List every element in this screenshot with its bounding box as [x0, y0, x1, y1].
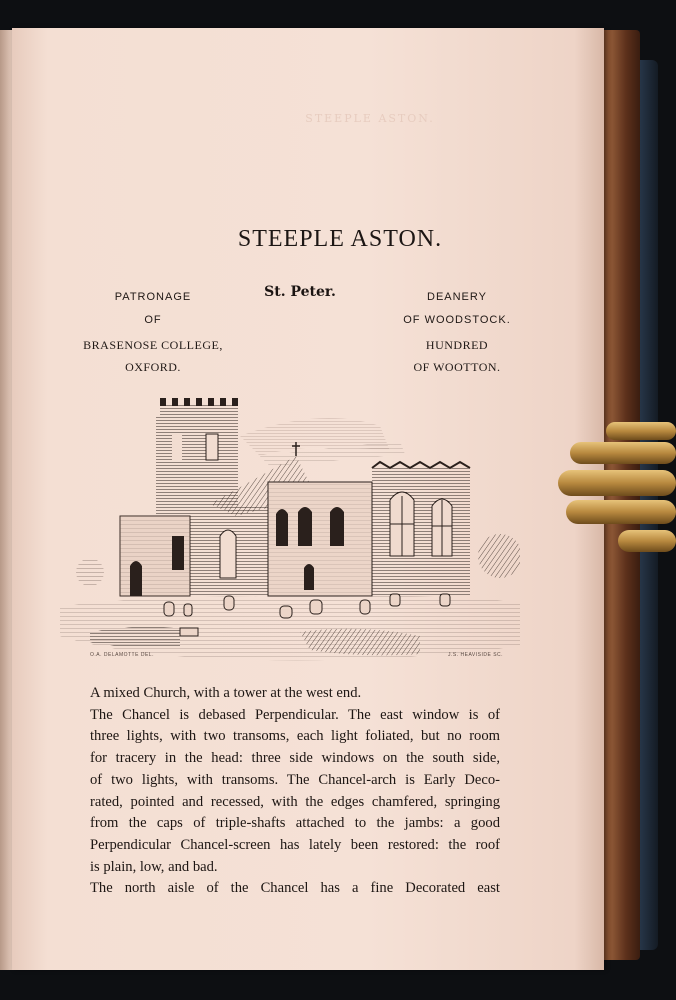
text-line: A mixed Church, with a tower at the west end. — [90, 685, 362, 701]
hundred-label: HUNDRED — [425, 338, 489, 352]
brass-hand-bookmark-icon — [556, 418, 676, 558]
patronage-of: OF — [144, 314, 162, 326]
text-line: The Chancel is debased Perpendicular. The east window is of — [90, 706, 500, 723]
text-line: from the caps of triple-shafts attached to the jambs: a good — [90, 815, 500, 832]
text-line: is plain, low, and bad. — [90, 858, 218, 875]
patronage-label: PATRONAGE — [114, 291, 192, 303]
patronage-place: OXFORD. — [125, 360, 181, 374]
show-through-heading: STEEPLE ASTON. — [305, 112, 435, 125]
hundred-name: OF WOOTTON. — [413, 360, 501, 374]
text-line: Perpendicular Chancel-screen has lately been restored: the roof — [90, 836, 500, 853]
text-line: rated, pointed and recessed, with the edges chamfered, springing — [90, 793, 500, 810]
body-text — [90, 683, 500, 900]
deanery-name: OF WOODSTOCK. — [403, 314, 511, 326]
engraving-credit-engraver: J.S. HEAVISIDE SC. — [448, 652, 504, 658]
page-title: STEEPLE ASTON. — [237, 226, 443, 252]
deanery-label: DEANERY — [427, 291, 487, 303]
dedication: St. Peter. — [264, 284, 336, 300]
text-line: of two lights, with transoms. The Chancel-arch is Early Deco- — [90, 771, 500, 788]
text-line: The north aisle of the Chancel has a fine Decorated east — [90, 880, 500, 897]
engraving-credit-artist: O.A. DELAMOTTE DEL. — [90, 652, 154, 658]
text-line: three lights, with two transoms, each light foliated, but no room — [90, 728, 500, 745]
text-line: for tracery in the head: three side windows on the south side, — [90, 750, 500, 767]
church-engraving — [60, 396, 520, 666]
patronage-college: BRASENOSE COLLEGE, — [83, 338, 223, 352]
